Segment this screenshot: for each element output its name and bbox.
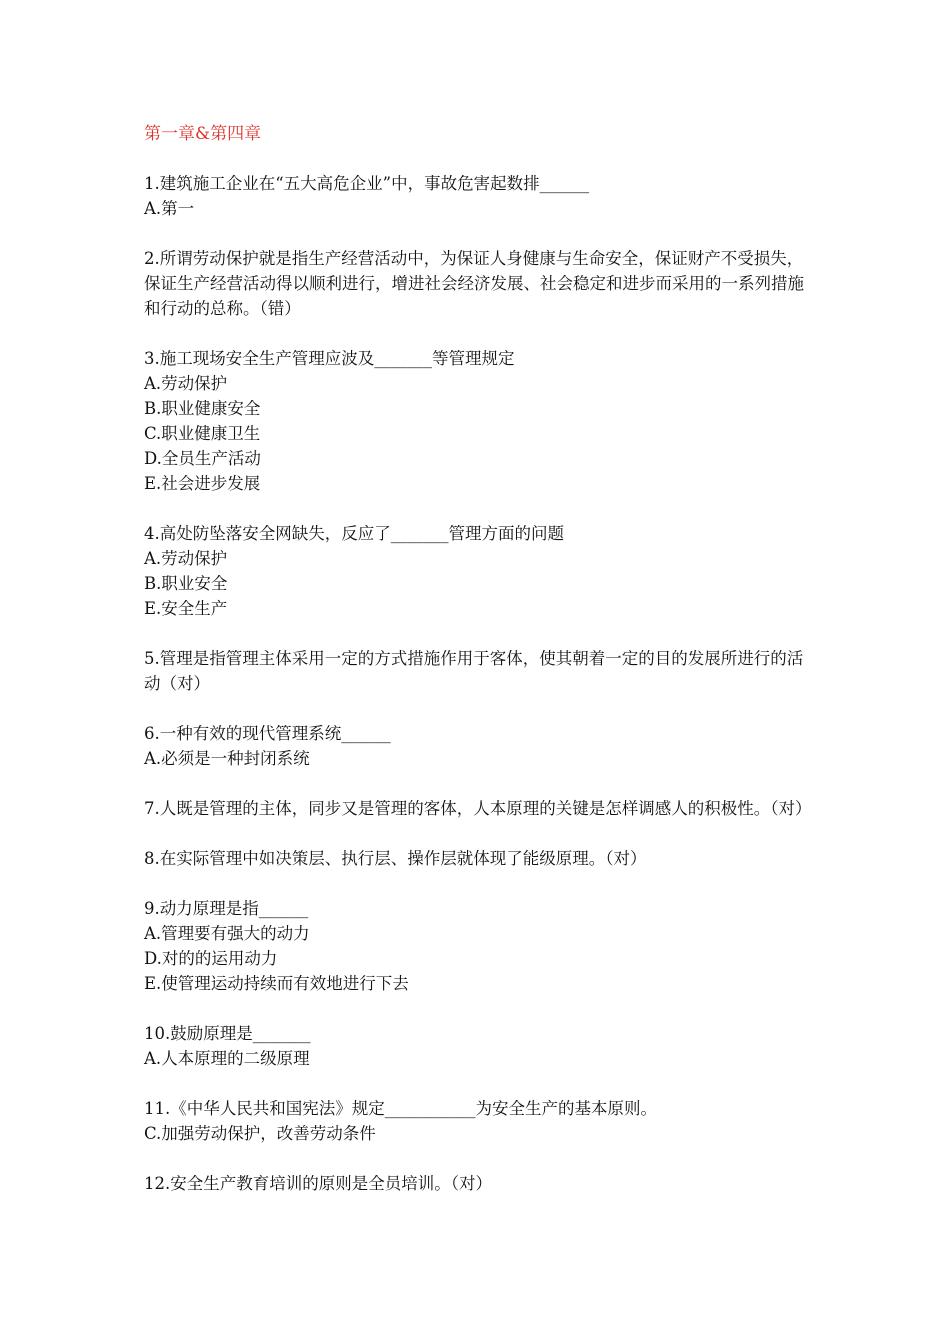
answer-option: E.使管理运动持续而有效地进行下去 — [144, 974, 409, 993]
answer-option: C.职业健康卫生 — [144, 424, 261, 443]
question-item — [144, 1171, 812, 1196]
answer-option: E.社会进步发展 — [144, 474, 261, 493]
question-text: 1.建筑施工企业在“五大高危企业”中，事故危害起数排______ — [144, 174, 590, 193]
question-text: 7.人既是管理的主体，同步又是管理的客体，人本原理的关键是怎样调感人的积极性。（对） — [144, 799, 812, 818]
question-text: 2.所谓劳动保护就是指生产经营活动中，为保证人身健康与生命安全，保证财产不受损失，保证生产经营活动得以顺利进行，增进社会经济发展、社会稳定和进步而采用的一系列措施和行动的总称。（错） — [144, 249, 804, 318]
answer-option: A.第一 — [144, 199, 195, 218]
question-text: 6.一种有效的现代管理系统______ — [144, 724, 391, 743]
answer-option: D.对的的运用动力 — [144, 949, 278, 968]
answer-option: E.安全生产 — [144, 599, 228, 618]
question-item — [144, 846, 812, 871]
answer-option: A.劳动保护 — [144, 549, 228, 568]
question-text: 8.在实际管理中如决策层、执行层、操作层就体现了能级原理。（对） — [144, 849, 647, 868]
answer-option: B.职业安全 — [144, 574, 228, 593]
question-list — [144, 171, 812, 1196]
answer-option: A.劳动保护 — [144, 374, 228, 393]
question-item — [144, 1021, 812, 1071]
chapter-heading: 第一章&第四章 — [144, 124, 262, 144]
question-text: 5.管理是指管理主体采用一定的方式措施作用于客体，使其朝着一定的目的发展所进行的活动（对） — [144, 649, 804, 693]
document-page — [144, 122, 812, 1221]
answer-option: A.人本原理的二级原理 — [144, 1049, 310, 1068]
question-item — [144, 896, 812, 996]
question-item — [144, 721, 812, 771]
question-item — [144, 521, 812, 621]
question-item — [144, 796, 812, 821]
answer-option: B.职业健康安全 — [144, 399, 261, 418]
answer-option: A.管理要有强大的动力 — [144, 924, 310, 943]
question-text: 12.安全生产教育培训的原则是全员培训。（对） — [144, 1174, 492, 1193]
question-item — [144, 1096, 812, 1146]
question-item — [144, 171, 812, 221]
answer-option: A.必须是一种封闭系统 — [144, 749, 310, 768]
question-text: 11.《中华人民共和国宪法》规定___________为安全生产的基本原则。 — [144, 1099, 657, 1118]
question-text: 4.高处防坠落安全网缺失，反应了_______管理方面的问题 — [144, 524, 564, 543]
question-text: 3.施工现场安全生产管理应波及_______等管理规定 — [144, 349, 515, 368]
question-item — [144, 246, 812, 321]
answer-option: D.全员生产活动 — [144, 449, 261, 468]
answer-option: C.加强劳动保护，改善劳动条件 — [144, 1124, 376, 1143]
question-text: 9.动力原理是指______ — [144, 899, 309, 918]
question-item — [144, 346, 812, 496]
question-item — [144, 646, 812, 696]
question-text: 10.鼓励原理是_______ — [144, 1024, 311, 1043]
